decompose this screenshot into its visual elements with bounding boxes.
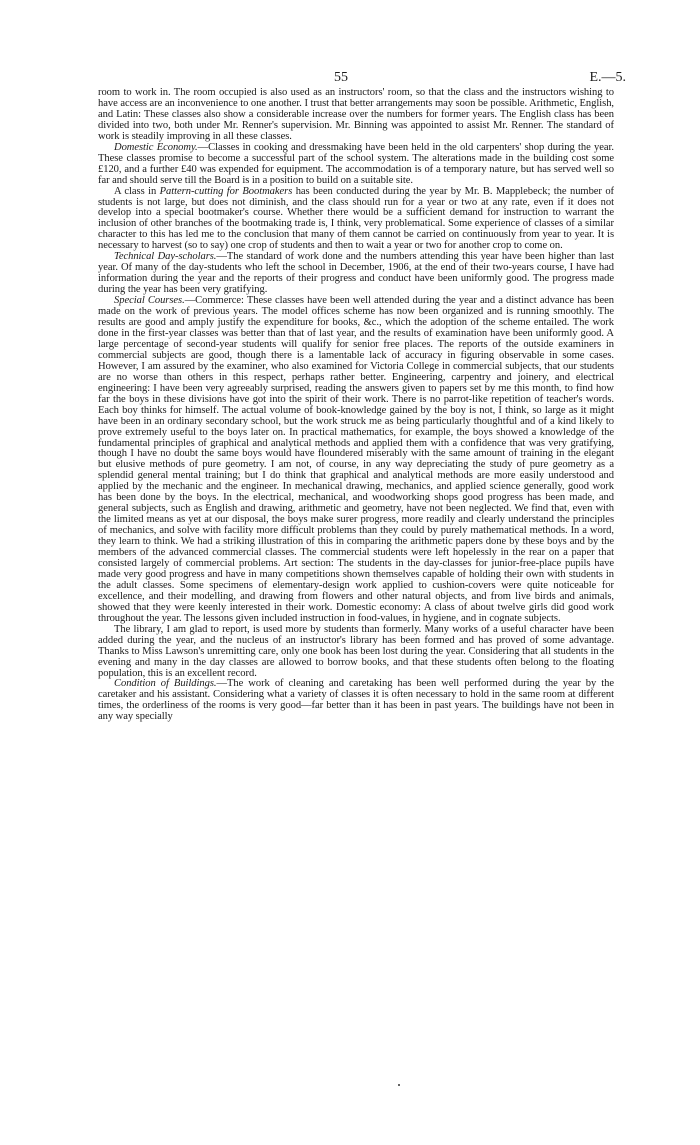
paragraph-heading: Domestic Economy. [114, 141, 198, 153]
paragraph [98, 187, 614, 253]
paragraph-text: has been conducted during the year by Mr. B. Mapplebeck; the number of students is not large, but does not diminish, and the class should run for a year or two at any rate, even if it does not develop into a special bootmaker's course. Whether there would be a sufficient demand for instruction to warrant the inclusion of other branches of the bootmaking trade is, I think, very problematical. Some experience of classes of a similar character to this has led me to the conclusion that many of them cannot be carried on continuously from year to year. It is necessary to harvest (so to say) one crop of students and then to wait a year or two for another crop to come on. [98, 185, 615, 252]
document-page [98, 58, 626, 723]
paragraph [98, 679, 614, 723]
page-number: 55 [334, 70, 348, 85]
paragraph-heading: Technical Day-scholars. [114, 251, 217, 263]
paragraph-text: —Commerce: These classes have been well attended during the year and a distinct advance has been made on the work of previous years. The model offices scheme has now been organized and is running smoothly. The results are good and amply justify the expenditure for books, &c., which the adoption of the scheme entailed. The work done in the first-year classes was better than that of last year, and the results of examination have been uniformly good. A large percentage of second-year students will qualify for senior free places. The reports of the outside examiners in commercial subjects are good, though there is a lamentable lack of accuracy in figuring observable in some cases. However, I am assured by the examiner, who also examined for Victoria College in commercial subjects, that our students are no worse than others in this respect, perhaps rather better. Engineering, carpentry and joinery, and electrical engineering: I have been very agreeably surprised, reading the answers given to papers set by me this month, to find how far the boys in these divisions have got into the spirit of their work. There is no parrot-like repetition of teacher's words. Each boy thinks for himself. The actual volume of book-knowledge gained by the boy is not, I think, so large as it might have been in an ordinary secondary school, but the work struck me as being particularly thoughtful and of a kind likely to prove extremely useful to the boys later on. In practical mathematics, for example, the boys showed a knowledge of the fundamental principles of graphical and analytical methods and applied them with a confidence that was very gratifying, though I have no doubt the same boys would have floundered miserably with the same amount of training in the elegant but elusive methods of pure geometry. I am not, of course, in any way depreciating the study of pure geometry as a splendid general mental training; but I do think that graphical and analytical methods are more easily understood and applied by the mechanic and the engineer. In mechanical drawing, mechanics, and applied science generally, good work has been done by the boys. In the electrical, mechanical, and woodworking shops good progress has been made, and general subjects, such as English and drawing, arithmetic and geometry, have not been neglected. We find that, even with the limited means as yet at our disposal, the boys make surer progress, more readily and clearly understand the principles of mechanics, and solve with facility more difficult problems than they could by purely mathematical methods. In a word, they learn to think. We had a striking illustration of this in comparing the arithmetic papers done by these boys and by the members of the advanced commercial classes. The commercial students were left hopelessly in the rear on a paper that consisted largely of commercial problems. Art section: The students in the day-classes for junior-free-place pupils have made very good progress and have in many competitions shown themselves capable of holding their own with students in the adult classes. Some specimens of elementary-design work applied to cushion-covers were quite noticeable for excellence, and their modelling, and drawing from flowers and other natural objects, and from live birds and animals, showed that they were keenly interested in their work. Domestic economy: A class of about twelve girls did good work throughout the year. The lessons given included instruction in food-values, in hygiene, and in cognate subjects. [98, 295, 615, 624]
paragraph-text: —Classes in cooking and dressmaking have been held in the old carpenters' shop during the year. These classes promise to become a successful part of the school system. The alterations made in the building cost some £120, and a further £40 was expended for equipment. The accommodation is of a temporary nature, but has served well so far and should serve till the Board is in a position to build on a suitable site. [98, 141, 614, 186]
print-speck [398, 1084, 400, 1086]
paragraph-text: A class in [114, 185, 160, 197]
body-text [98, 88, 614, 723]
paragraph [98, 252, 614, 296]
paragraph-text: The library, I am glad to report, is used more by students than formerly. Many works of a useful character have been added during the year, and the nucleus of an instructor's library has been formed and has proved of some advantage. Thanks to Miss Lawson's unremitting care, only one book has been lost during the year. Considering that all students in the evening and many in the day classes are allowed to borrow books, and that these students often belong to the floating population, this is an excellent record. [98, 623, 614, 679]
paragraph-text: —The standard of work done and the numbers attending this year have been higher than last year. Of many of the day-students who left the school in December, 1906, at the end of their two-years course, I have had information during the year and the reports of their progress and conduct have been uniformly good. The progress made during the year has been very gratifying. [98, 251, 614, 296]
paragraph [98, 143, 614, 187]
paragraph-heading: Condition of Buildings. [114, 678, 217, 690]
page-header [98, 58, 626, 88]
paragraph-heading: Special Courses. [114, 295, 185, 307]
paragraph-text: —The work of cleaning and caretaking has been well performed during the year by the caretaker and his assistant. Considering what a variety of classes it is often necessary to hold in the same room at different times, the orderliness of the rooms is very good—far better than it has been in past years. The buildings have not been in any way specially [98, 678, 615, 723]
paragraph-text: room to work in. The room occupied is also used as an instructors' room, so that the class and the instructors wishing to have access are an inconvenience to one another. I trust that better arrangements may soon be possible. Arithmetic, English, and Latin: These classes also show a considerable increase over the numbers for former years. The English class has been divided into two, both under Mr. Renner's supervision. Mr. Binning was appointed to assist Mr. Renner. The standard of work is steadily improving in all these classes. [98, 87, 614, 142]
paragraph [98, 88, 614, 143]
paragraph-heading: Pattern-cutting for Bootmakers [159, 185, 293, 197]
paragraph [98, 625, 614, 680]
paragraph [98, 296, 614, 625]
section-code: E.—5. [589, 70, 626, 85]
